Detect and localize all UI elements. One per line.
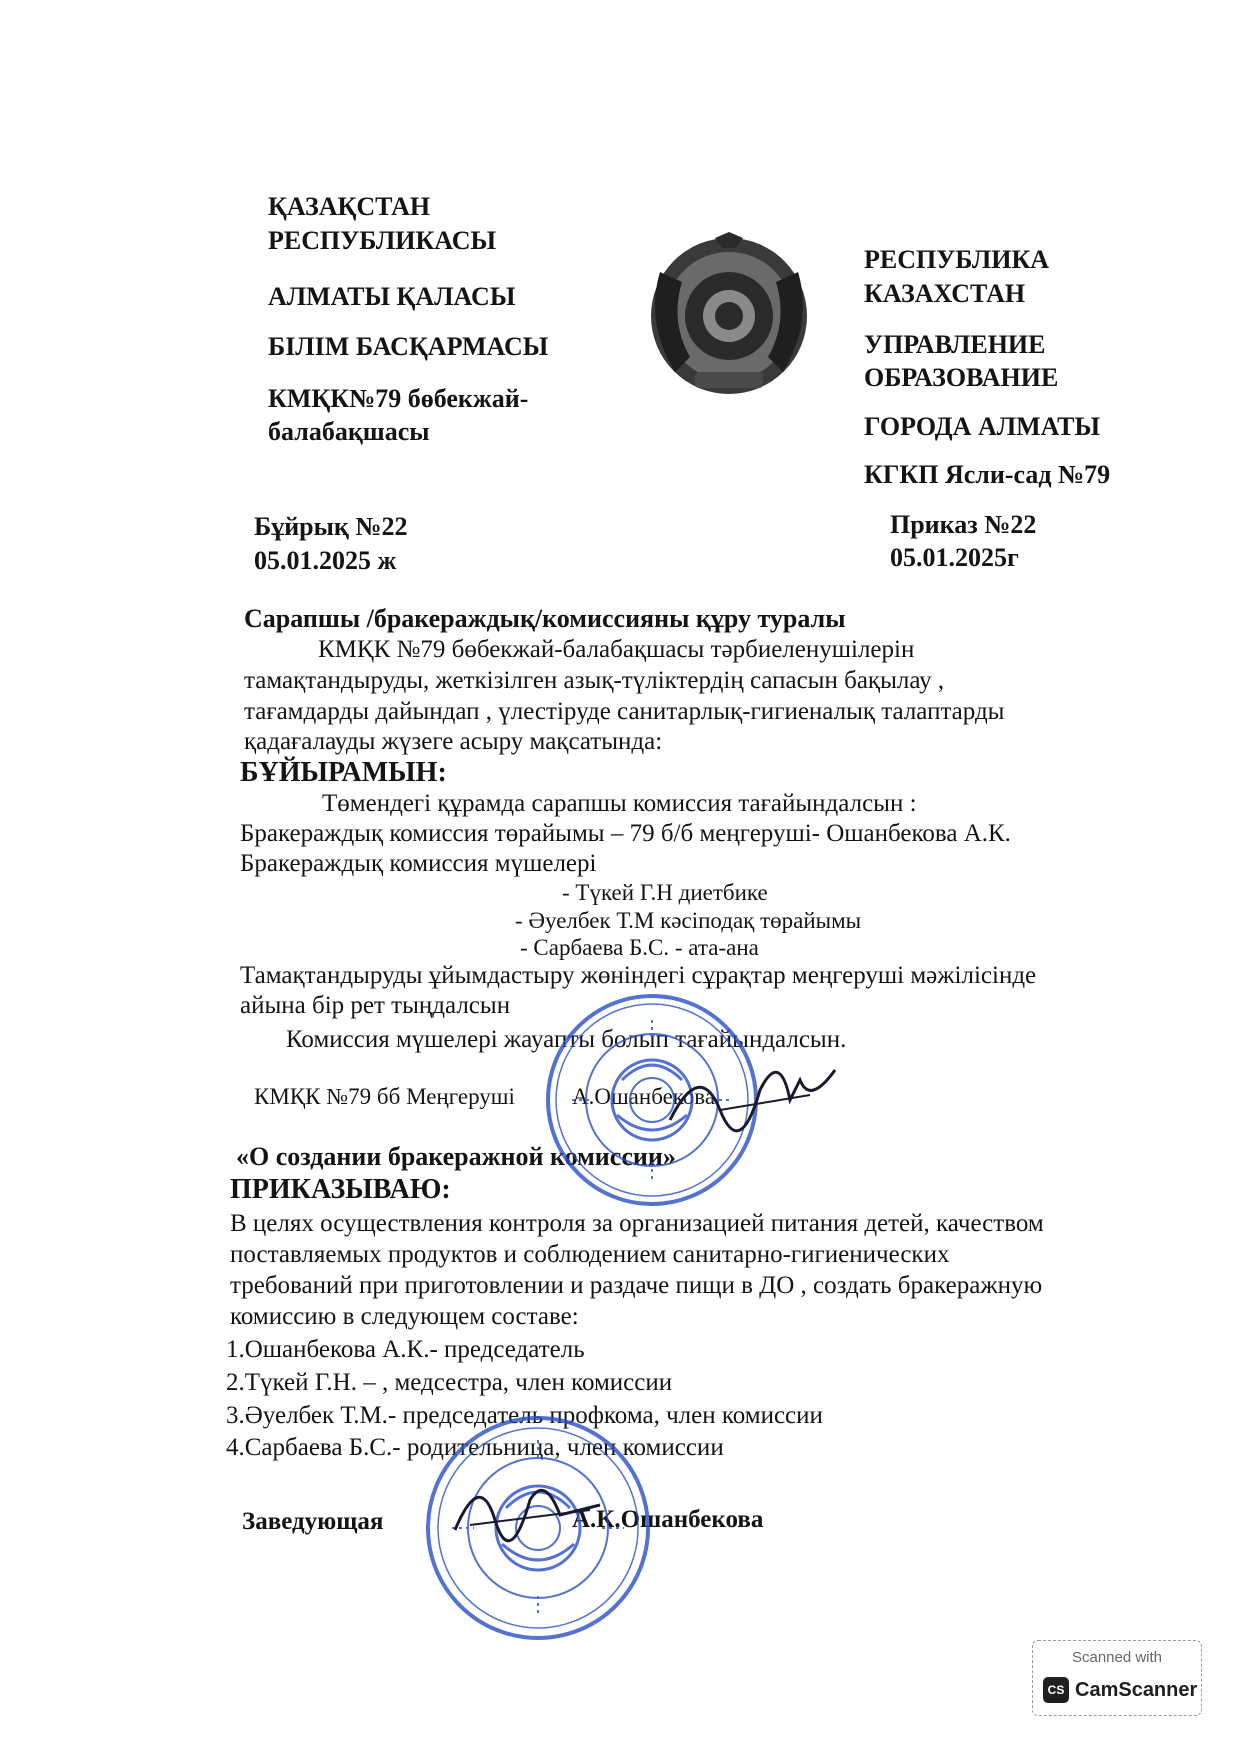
ru-title: «О создании бракеражной комиссии» (236, 1142, 676, 1171)
kz-member-item: - Әуелбек Т.М кәсіподақ төрайымы (515, 908, 862, 933)
kz-title: Сарапшы /бракераждық/комиссияны құру туралы (244, 604, 846, 633)
ru-member-item: 4.Сарбаева Б.С.- родительница, член комиссии (226, 1434, 724, 1461)
kz-order-word: БҰЙЫРАМЫН: (240, 757, 447, 788)
scanned-with-label: Scanned with (1071, 1649, 1163, 1666)
header-right-line1: РЕСПУБЛИКА (864, 245, 1050, 274)
ru-member-item: 3.Әуелбек Т.М.- председатель профкома, член комиссии (226, 1402, 823, 1429)
kz-para-line: қадағалауды жүзеге асыру мақсатында: (244, 728, 663, 755)
kz-sign-name: А.Ошанбекова (572, 1084, 716, 1109)
kz-para-line: тамақтандыруды, жеткізілген азық-түліктердің сапасын бақылау , (244, 667, 945, 694)
header-left-line6: балабақшасы (268, 417, 430, 446)
kz-member-item: - Түкей Г.Н диетбике (562, 880, 768, 905)
kz-chair-line: Бракераждық комиссия төрайымы – 79 б/б меңгеруші- Ошанбекова А.К. (240, 820, 1011, 847)
kz-members-line: Бракераждық комиссия мүшелері (240, 850, 597, 877)
header-left-line3: АЛМАТЫ ҚАЛАСЫ (268, 282, 516, 311)
header-right-line6: КГКП Ясли-сад №79 (864, 460, 1111, 489)
header-right-line5: ГОРОДА АЛМАТЫ (864, 412, 1100, 441)
ru-order-word: ПРИКАЗЫВАЮ: (230, 1174, 451, 1205)
order-kz-number: Бұйрық №22 (254, 512, 408, 541)
order-kz-date: 05.01.2025 ж (254, 546, 397, 575)
order-ru-date: 05.01.2025г (890, 543, 1019, 572)
kz-sign-role: КМҚК №79 бб Меңгеруші (254, 1084, 515, 1109)
header-right-line4: ОБРАЗОВАНИЕ (864, 363, 1059, 392)
kz-para-line: КМҚК №79 бөбекжай-балабақшасы тәрбиеленушілерін (318, 636, 915, 663)
ru-sign-name: А.К.Ошанбекова (572, 1506, 764, 1533)
camscanner-brand: CamScanner (1075, 1679, 1198, 1701)
signature-scribble (450, 1470, 610, 1550)
header-left-line1: ҚАЗАҚСТАН (268, 192, 431, 221)
ru-member-item: 2.Түкей Г.Н. – , медсестра, член комиссии (226, 1369, 673, 1396)
ru-para-line: комиссию в следующем составе: (230, 1303, 579, 1330)
kz-para-line: тағамдарды дайындап , үлестіруде санитарлық-гигиеналық талаптарды (244, 698, 1005, 725)
ru-sign-role: Заведующая (242, 1508, 384, 1535)
state-emblem (640, 232, 818, 404)
header-left-line4: БІЛІМ БАСҚАРМАСЫ (268, 332, 549, 361)
kz-meeting-line1: Тамақтандыруды ұйымдастыру жөніндегі сұрақтар меңгеруші мәжілісінде (240, 962, 1037, 989)
ru-member-item: 1.Ошанбекова А.К.- председатель (226, 1336, 585, 1363)
signature-scribble (660, 1050, 840, 1140)
kz-member-item: - Сарбаева Б.С. - ата-ана (520, 935, 759, 960)
kz-meeting-line2: айына бір рет тыңдалсын (240, 992, 511, 1019)
header-right-line2: КАЗАХСТАН (864, 279, 1026, 308)
ru-para-line: требований при приготовлении и раздаче пищи в ДО , создать бракеражную (230, 1272, 1043, 1299)
camscanner-badge (1032, 1640, 1202, 1716)
ru-para-line: поставляемых продуктов и соблюдением санитарно-гигиенических (230, 1241, 950, 1268)
header-left-line5: КМҚК№79 бөбекжай- (268, 384, 529, 413)
header-left-line2: РЕСПУБЛИКАСЫ (268, 226, 497, 255)
order-ru-number: Приказ №22 (890, 510, 1037, 539)
header-right-line3: УПРАВЛЕНИЕ (864, 330, 1046, 359)
kz-responsible-line: Комиссия мүшелері жауапты болып тағайындалсын. (286, 1026, 847, 1053)
ru-para-line: В целях осуществления контроля за организацией питания детей, качеством (230, 1210, 1044, 1237)
camscanner-logo-icon: CS (1043, 1677, 1069, 1703)
kz-composition-line: Төмендегі құрамда сарапшы комиссия тағайындалсын : (322, 790, 917, 817)
